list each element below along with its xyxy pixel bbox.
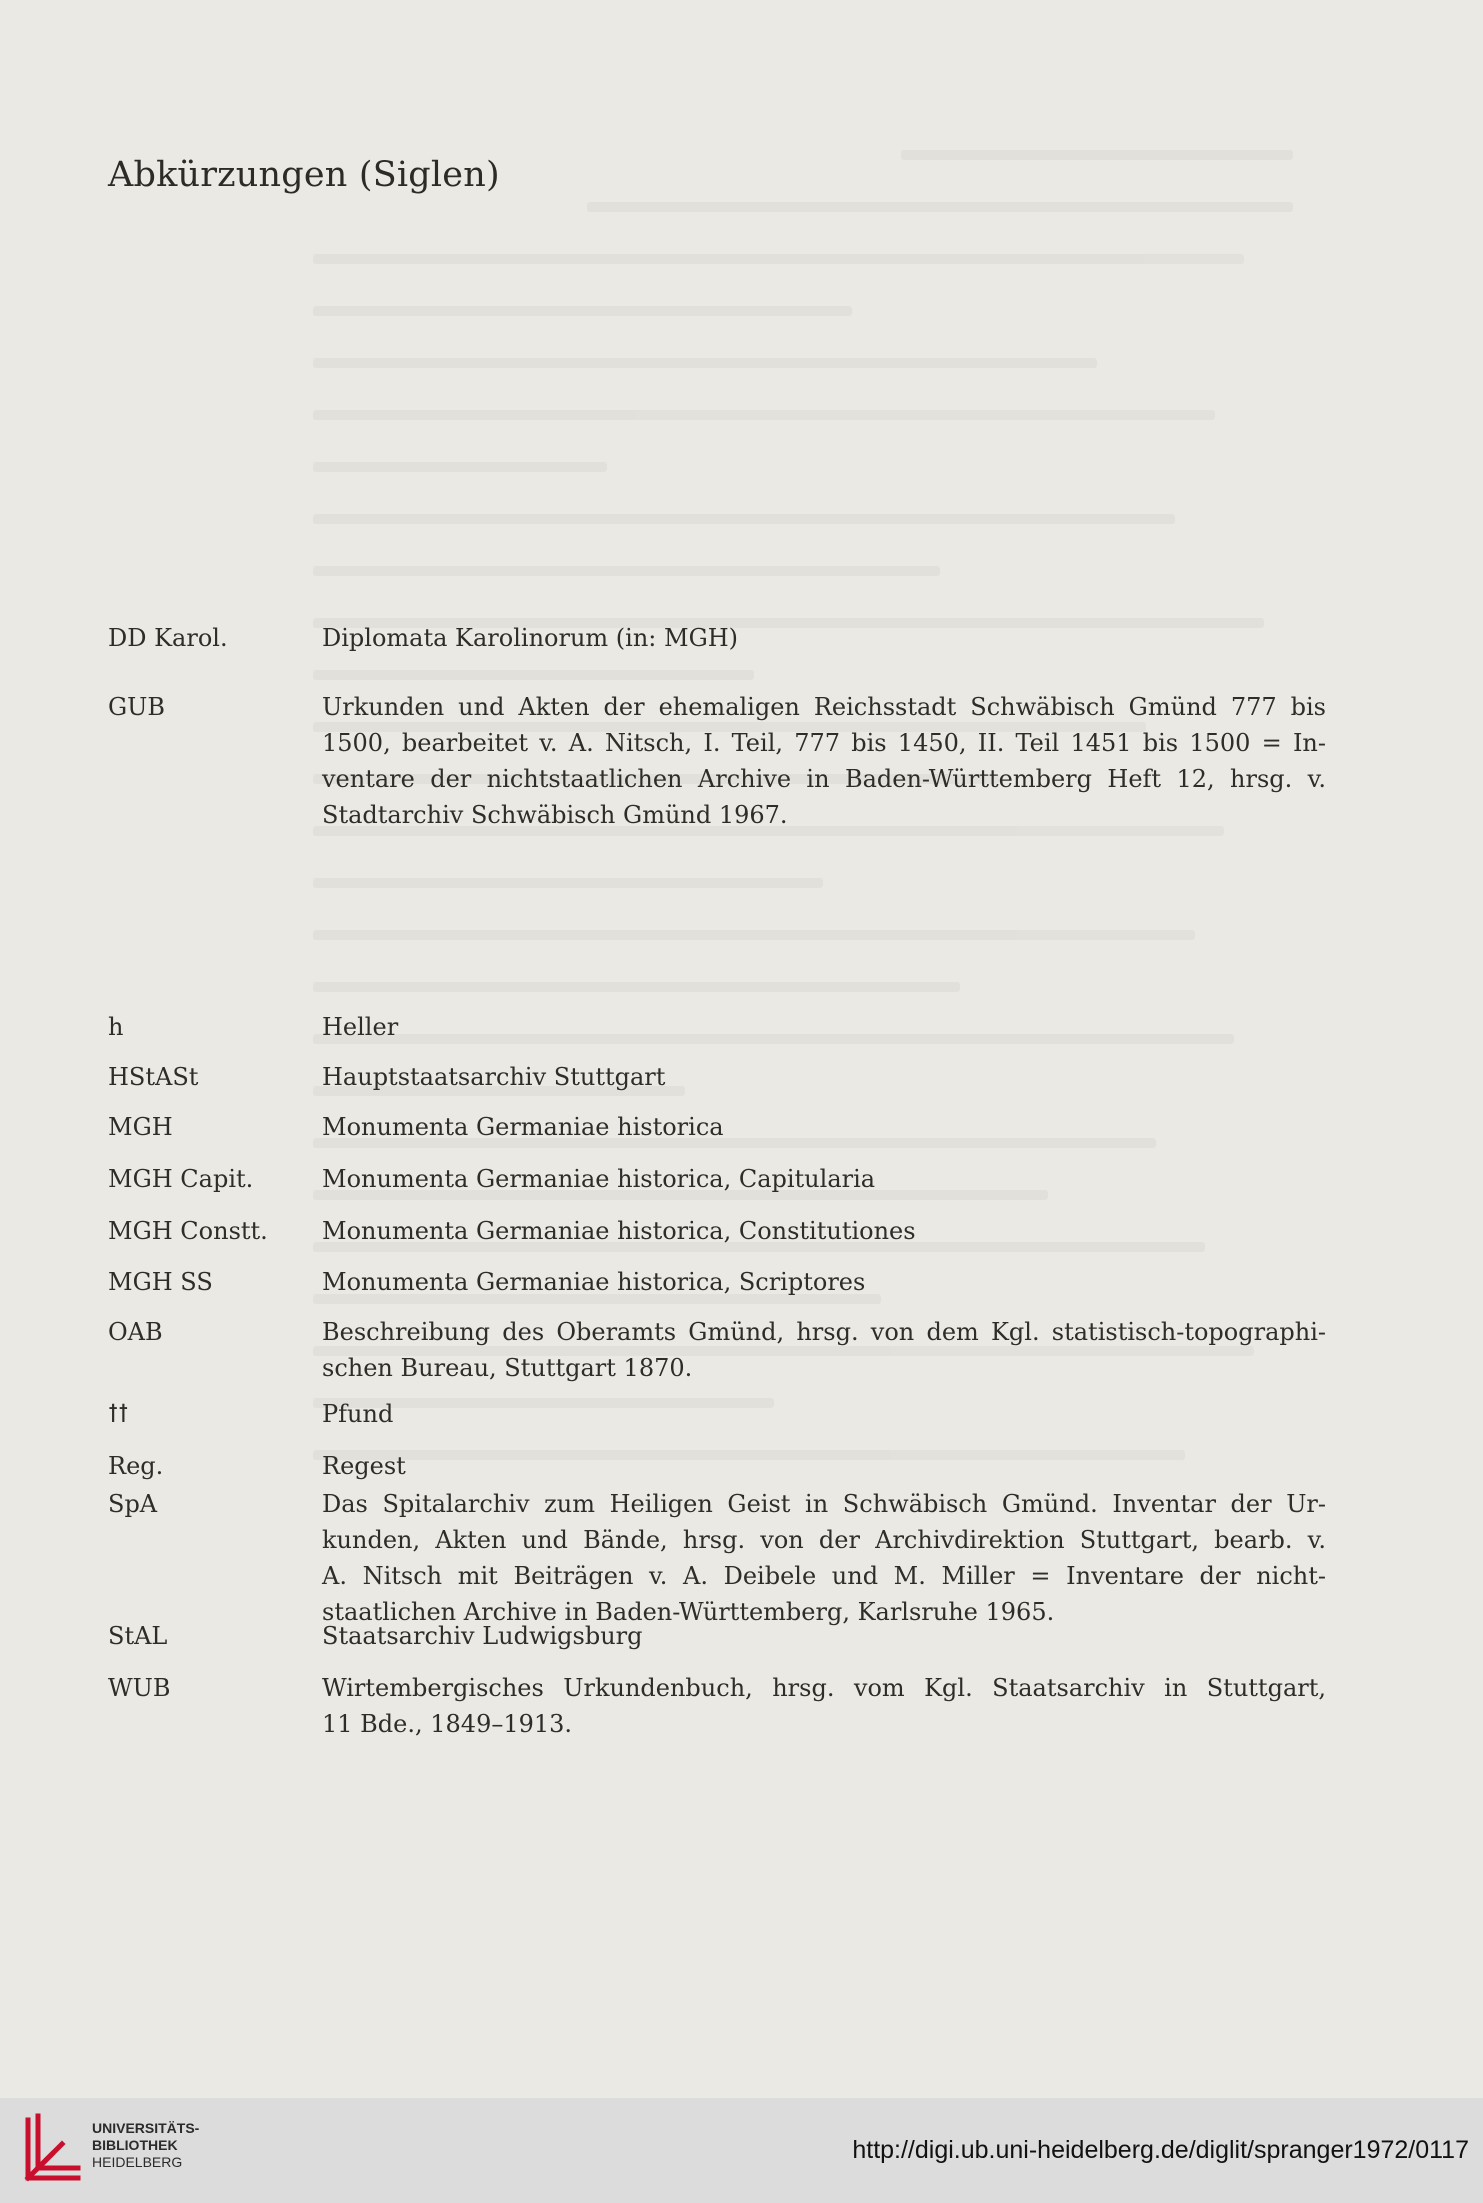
abbreviation-entry xyxy=(108,1618,1326,1654)
abbreviation-entry xyxy=(108,1161,1326,1197)
library-name-line: UNIVERSITÄTS- xyxy=(92,2120,200,2136)
definition-line: Hauptstaatsarchiv Stuttgart xyxy=(322,1063,666,1091)
abbreviation-entry xyxy=(108,1448,1326,1484)
definition-line: Monumenta Germaniae historica, Scriptores xyxy=(322,1268,866,1296)
definition-line: Urkunden und Akten der ehemaligen Reichsstadt Schwäbisch Gmünd 777 bis xyxy=(322,693,1326,721)
abbreviation-definition xyxy=(322,1109,1326,1145)
definition-line: Staatsarchiv Ludwigsburg xyxy=(322,1622,643,1650)
abbreviation-term: DD Karol. xyxy=(108,624,228,652)
definition-line: Monumenta Germaniae historica, Capitularia xyxy=(322,1165,876,1193)
ub-heidelberg-logo-icon xyxy=(22,2112,84,2184)
definition-line: Stadtarchiv Schwäbisch Gmünd 1967. xyxy=(322,801,788,829)
library-name-line: HEIDELBERG xyxy=(92,2154,183,2170)
definition-line: Das Spitalarchiv zum Heiligen Geist in Schwäbisch Gmünd. Inventar der Ur- xyxy=(322,1490,1326,1518)
abbreviation-entry xyxy=(108,1264,1326,1300)
abbreviation-entry xyxy=(108,1213,1326,1249)
abbreviation-definition xyxy=(322,1396,1326,1432)
abbreviation-definition xyxy=(322,1448,1326,1484)
definition-line: A. Nitsch mit Beiträgen v. A. Deibele und M. Miller = Inventare der nicht- xyxy=(322,1562,1326,1590)
abbreviation-definition xyxy=(322,1264,1326,1300)
abbreviation-term: Reg. xyxy=(108,1452,164,1480)
definition-line: schen Bureau, Stuttgart 1870. xyxy=(322,1354,693,1382)
abbreviation-term: GUB xyxy=(108,693,166,721)
abbreviation-term: ꝉꝉ xyxy=(108,1400,129,1428)
abbreviation-entry xyxy=(108,1109,1326,1145)
abbreviation-term: OAB xyxy=(108,1318,163,1346)
definition-line: Monumenta Germaniae historica, Constitutiones xyxy=(322,1217,916,1245)
definition-line: staatlichen Archive in Baden-Württemberg, Karlsruhe 1965. xyxy=(322,1598,1055,1626)
footer-bar xyxy=(0,2098,1483,2203)
abbreviation-entry xyxy=(108,1009,1326,1045)
source-url[interactable]: http://digi.ub.uni-heidelberg.de/diglit/spranger1972/0117 xyxy=(852,2136,1469,2164)
abbreviation-term: SpA xyxy=(108,1490,158,1518)
abbreviation-definition xyxy=(322,1314,1326,1386)
definition-line: Diplomata Karolinorum (in: MGH) xyxy=(322,624,739,652)
page-title: Abkürzungen (Siglen) xyxy=(108,155,500,195)
abbreviation-definition xyxy=(322,1009,1326,1045)
abbreviation-term: MGH SS xyxy=(108,1268,213,1296)
definition-line: Wirtembergisches Urkundenbuch, hrsg. vom Kgl. Staatsarchiv in Stuttgart, xyxy=(322,1674,1326,1702)
abbreviation-term: MGH Constt. xyxy=(108,1217,268,1245)
abbreviation-definition xyxy=(322,1059,1326,1095)
abbreviation-entry xyxy=(108,1314,1326,1386)
abbreviation-definition xyxy=(322,620,1326,656)
abbreviation-term: StAL xyxy=(108,1622,168,1650)
definition-line: 11 Bde., 1849–1913. xyxy=(322,1710,573,1738)
abbreviation-term: MGH Capit. xyxy=(108,1165,254,1193)
definition-line: Beschreibung des Oberamts Gmünd, hrsg. von dem Kgl. statistisch-topographi- xyxy=(322,1318,1326,1346)
definition-line: Regest xyxy=(322,1452,406,1480)
abbreviation-entry xyxy=(108,1486,1326,1630)
abbreviation-definition xyxy=(322,1161,1326,1197)
definition-line: 1500, bearbeitet v. A. Nitsch, I. Teil, 777 bis 1450, II. Teil 1451 bis 1500 = In- xyxy=(322,729,1326,757)
library-name xyxy=(92,2120,199,2171)
abbreviation-term: h xyxy=(108,1013,124,1041)
abbreviation-entry xyxy=(108,1670,1326,1742)
abbreviation-entry xyxy=(108,620,1326,656)
abbreviation-term: MGH xyxy=(108,1113,173,1141)
abbreviation-entry xyxy=(108,1059,1326,1095)
definition-line: Monumenta Germaniae historica xyxy=(322,1113,724,1141)
abbreviation-entry xyxy=(108,1396,1326,1432)
abbreviation-definition xyxy=(322,1618,1326,1654)
abbreviation-definition xyxy=(322,1670,1326,1742)
abbreviation-definition xyxy=(322,689,1326,833)
definition-line: ventare der nichtstaatlichen Archive in Baden-Württemberg Heft 12, hrsg. v. xyxy=(322,765,1326,793)
abbreviation-definition xyxy=(322,1486,1326,1630)
abbreviation-entry xyxy=(108,689,1326,833)
definition-line: Pfund xyxy=(322,1400,394,1428)
abbreviation-term: HStASt xyxy=(108,1063,199,1091)
abbreviation-definition xyxy=(322,1213,1326,1249)
definition-line: kunden, Akten und Bände, hrsg. von der Archivdirektion Stuttgart, bearb. v. xyxy=(322,1526,1326,1554)
abbreviation-term: WUB xyxy=(108,1674,171,1702)
definition-line: Heller xyxy=(322,1013,399,1041)
library-name-line: BIBLIOTHEK xyxy=(92,2137,178,2153)
